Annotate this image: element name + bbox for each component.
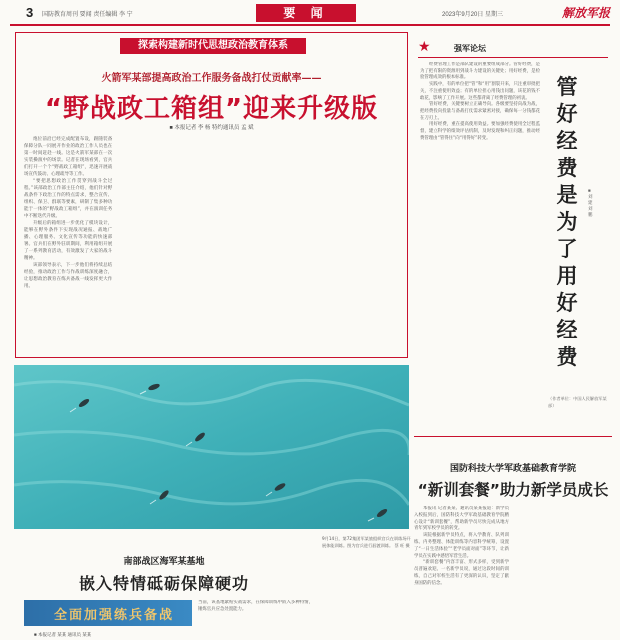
photo-illustration <box>14 365 409 529</box>
issue-date: 2023年9月20日 星期三 <box>442 12 504 18</box>
section-divider <box>414 436 612 454</box>
commentary-column <box>414 32 612 428</box>
commentary-author: ■ 刘 建 刘 鹏 <box>588 188 593 217</box>
commentary-note: （作者单位：中国人民解放军某部） <box>548 396 607 408</box>
star-icon: ★ <box>418 39 431 55</box>
commentary-body <box>420 62 540 460</box>
page-number: 3 <box>26 5 34 20</box>
university-body <box>414 506 612 636</box>
lead-paragraph: 该部领导表示，下一步他们将持续总结经验，推动政治工作与作战训练深度融合，让思想政治教育在练兵备战一线发挥更大作用。 <box>24 263 113 289</box>
university-kicker: 国防科技大学军政基础教育学院 <box>449 464 576 474</box>
commentary-paragraph: 经费管理工作是部队建设的重要组成部分。管好经费，是为了把有限的资源用到战斗力建设的关键处；用好经费，是检验管理成效的根本标准。 <box>420 62 540 81</box>
commentary-title: 管好经费是为了用好经费 <box>556 75 578 369</box>
commentary-rule <box>418 57 608 58</box>
commentary-label: 强军论坛 <box>454 44 486 53</box>
university-paragraph: 该院根据新学员特点，将入学教育、队列训练、内务整理、体能训练等内容科学统筹，设置了“一日生活体验”“老学员面对面”等环节，让新学员在实践中感悟军营生活。 <box>414 533 509 559</box>
header-info: 国防教育周刊 要闻 责任编辑 李 宁 <box>42 12 133 18</box>
university-paragraph: 本报讯 记者某某、通讯员某某报道：新学员入校报到后，国防科技大学军政基础教育学院精心设计“新训套餐”，帮助新学员尽快完成从地方青年到军校学员的转变。 <box>414 506 509 532</box>
bottom-byline: ■ 本报记者 某某 通讯员 某某 <box>34 632 92 637</box>
lead-article <box>15 32 408 358</box>
photo-caption: 9月14日，第72集团军某旅组织官兵在训练场开展体能训练。图为官兵进行泅渡训练。 蔡 旺 摄 <box>322 536 411 548</box>
university-headline: “新训套餐”助力新学员成长 <box>417 481 609 499</box>
lead-headline: “野战政工箱组”迎来升级版 <box>44 94 379 124</box>
series-banner: 探索构建新时代思想政治教育体系 <box>120 38 306 54</box>
page-header <box>0 0 620 26</box>
bottom-headline: 嵌入特情砥砺保障硬功 <box>78 574 249 593</box>
commentary-paragraph: 管好经费，关键要树立正确导向。各级要坚持向战为战，把经费投向投量与备战打仗需求紧密对接，确保每一分钱都花在刀刃上。 <box>420 102 540 121</box>
lead-body <box>24 136 401 351</box>
bottom-text: 当前，该基地紧贴实战需求，在保障训练中嵌入多种特情，锤炼官兵应急处置能力。 <box>198 600 313 612</box>
masthead-logo: 解放军报 <box>562 6 611 20</box>
university-paragraph: “新训套餐”内容丰富、形式多样，受到新学员普遍欢迎。一名新学员说，通过这段时间的训练，自己对军校生活有了更深的认识，坚定了献身国防的信念。 <box>414 560 509 586</box>
commentary-paragraph: 实践中，有的单位把“管”和“用”割裂开来，只注重审批把关，不注重使用效益；有的单位担心用钱出问题，该花的钱不敢花，影响了工作开展。这些都背离了经费管理的初衷。 <box>420 82 540 101</box>
section-title: 要 闻 <box>256 4 356 22</box>
bottom-kicker: 南部战区海军某基地 <box>123 557 205 567</box>
lead-paragraph: “要把思想政治工作贯穿到战斗全过程。”该部政治工作部主任介绍，他们针对野战条件下政治工作的特点需求，整合宣传、组织、保卫、群联等要素，研制了集多种功能于一体的“野战政工箱组”，并在演训任务中不断迭代升级。 <box>24 179 113 219</box>
lead-paragraph: 炮位前沿已经完成配置布设，跟随装备保障分队一同展开作业的政治工作人员也在第一时间赶赴一线。这是火箭军某部在一次实装操演中的场景。记者在现场看到，官兵们打开一个个“野战政工箱组”，迅速开展战场宣传鼓动、心理疏导等工作。 <box>24 137 113 177</box>
lead-paragraph: 升级后的箱组进一步优化了模块设计，能够在野外条件下实现战况通报、战地广播、心理服务、文化宣传等功能的快速部署。官兵们在野外驻训期间，利用箱组开展了一系列教育活动，有效激发了大家的战斗精神。 <box>24 221 113 261</box>
training-banner <box>24 600 192 626</box>
header-rule <box>10 24 610 26</box>
lead-byline: ■ 本报记者 李 杨 特约通讯员 孟 斌 <box>169 125 254 131</box>
commentary-paragraph: 用好经费，重在提高使用效益。要加强经费使用全过程监督，建立科学的绩效评估机制，及时发现和纠正问题，推动经费管理由“管得住”向“用得好”转变。 <box>420 122 540 141</box>
banner-text: 全面加强练兵备战 <box>54 608 175 623</box>
swimming-training-photo <box>14 365 409 529</box>
lead-kicker: 火箭军某部提高政治工作服务备战打仗贡献率—— <box>101 73 322 84</box>
